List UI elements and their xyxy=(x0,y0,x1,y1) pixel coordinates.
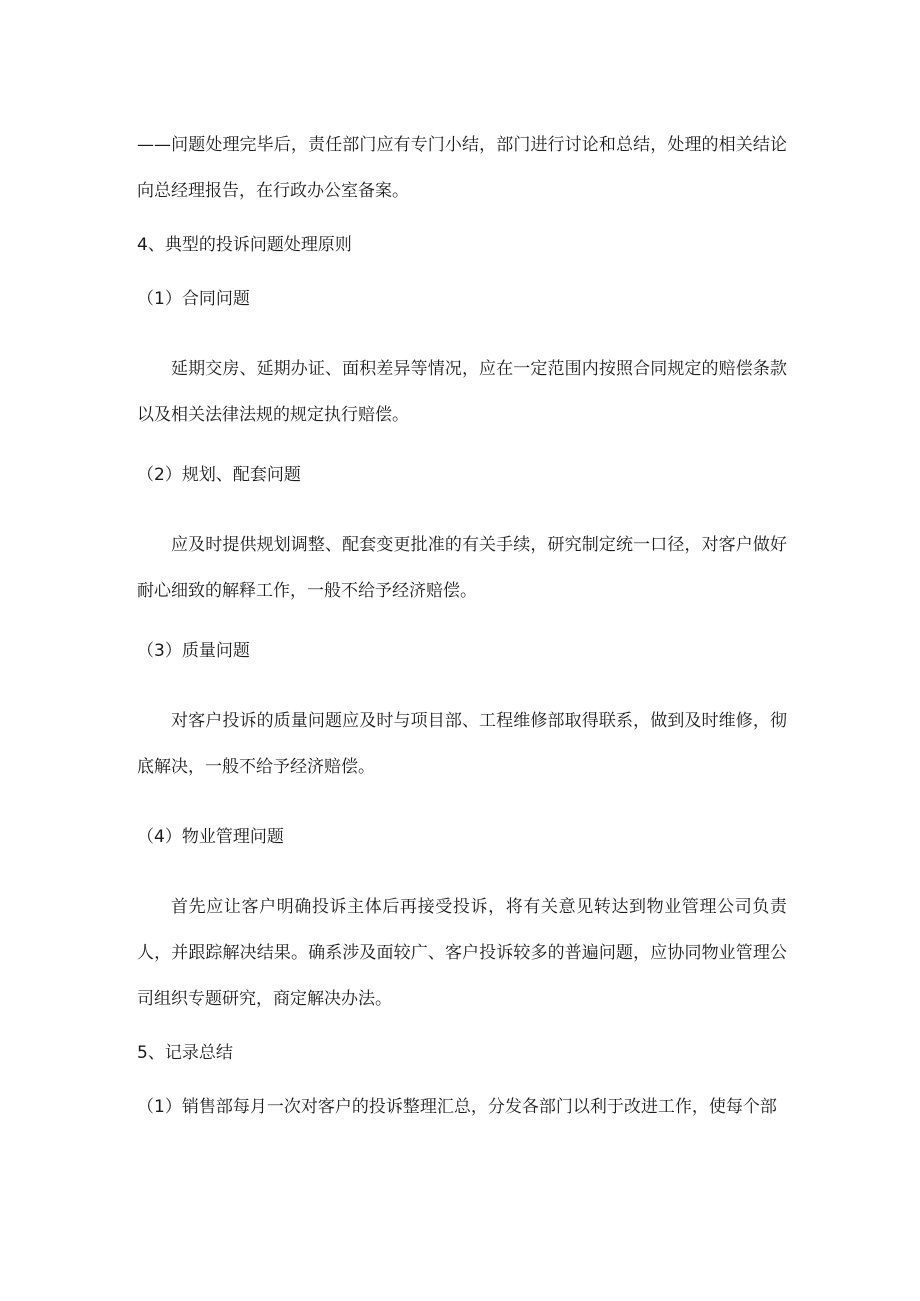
subheading-property-management-issues: （4）物业管理问题 xyxy=(137,827,284,847)
subheading-planning-issues: （2）规划、配套问题 xyxy=(137,465,301,485)
document-body xyxy=(137,122,787,1130)
paragraph-summary-report: ——问题处理完毕后，责任部门应有专门小结，部门进行讨论和总结，处理的相关结论向总经理报告，在行政办公室备案。 xyxy=(137,135,787,201)
section-heading-record-summary: 5、记录总结 xyxy=(137,1043,233,1063)
paragraph-quality-issues: 对客户投诉的质量问题应及时与项目部、工程维修部取得联系，做到及时维修，彻底解决，一般不给予经济赔偿。 xyxy=(137,711,787,777)
section-heading-typical-principles: 4、典型的投诉问题处理原则 xyxy=(137,235,352,255)
subheading-contract-issues: （1）合同问题 xyxy=(137,289,250,309)
subheading-quality-issues: （3）质量问题 xyxy=(137,641,250,661)
paragraph-contract-issues: 延期交房、延期办证、面积差异等情况，应在一定范围内按照合同规定的赔偿条款以及相关法律法规的规定执行赔偿。 xyxy=(137,359,787,425)
paragraph-property-management-issues: 首先应让客户明确投诉主体后再接受投诉，将有关意见转达到物业管理公司负责人，并跟踪解决结果。确系涉及面较广、客户投诉较多的普遍问题，应协同物业管理公司组织专题研究，商定解决办法。 xyxy=(137,897,787,1009)
paragraph-planning-issues: 应及时提供规划调整、配套变更批准的有关手续，研究制定统一口径，对客户做好耐心细致的解释工作，一般不给予经济赔偿。 xyxy=(137,535,787,601)
paragraph-monthly-summary: （1）销售部每月一次对客户的投诉整理汇总，分发各部门以利于改进工作，使每个部 xyxy=(137,1097,777,1117)
